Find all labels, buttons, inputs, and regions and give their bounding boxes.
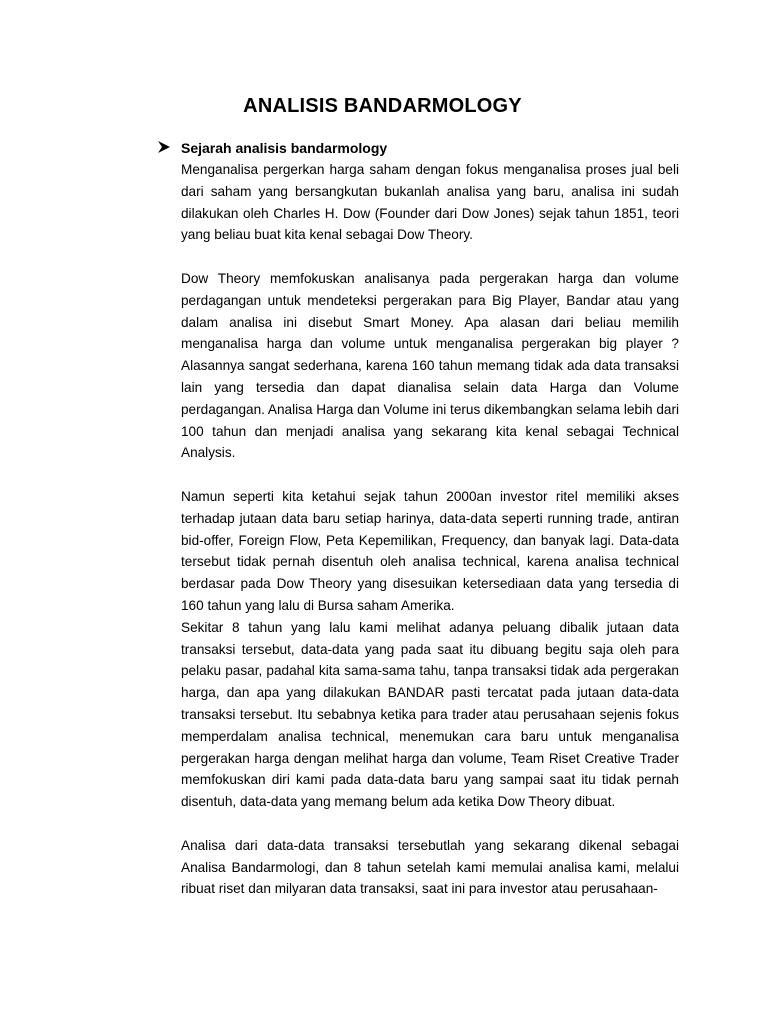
document-title bbox=[0, 95, 768, 118]
document-title-text: ANALISIS BANDARMOLOGY bbox=[243, 95, 522, 117]
paragraph: Analisa dari data-data transaksi tersebutlah yang sekarang dikenal sebagai Analisa Bandarmologi, dan 8 tahun setelah kami memulai analisa kami, melalui ribuat riset dan milyaran data transaksi, saat ini para investor atau perusahaan- bbox=[181, 837, 679, 897]
paragraph: Namun seperti kita ketahui sejak tahun 2000an investor ritel memiliki akses terhadap jutaan data baru setiap harinya, data-data seperti running trade, antiran bid-offer, Foreign Flow, Peta Kepemilikan, Frequency, dan banyak lagi. Data-data tersebut tidak pernah disentuh oleh analisa technical, karena analisa technical berdasar pada Dow Theory yang disesuikan ketersediaan data yang tersedia di 160 tahun yang lalu di Bursa saham Amerika. bbox=[181, 488, 679, 613]
paragraph: Sekitar 8 tahun yang lalu kami melihat adanya peluang dibalik jutaan data transaksi tersebut, data-data yang pada saat itu dibuang begitu saja oleh para pelaku pasar, padahal kita sama-sama tahu, tanpa transaksi tidak ada pergerakan harga, dan apa yang dilakukan BANDAR pasti tercatat pada jutaan data-data transaksi tersebut. Itu sebabnya ketika para trader atau perusahaan sejenis fokus memperdalam analisa technical, menemukan cara baru untuk menganalisa pergerakan harga dengan melihat harga dan volume, Team Riset Creative Trader memfokuskan diri kami pada data-data baru yang sampai saat itu tidak pernah disentuh, data-data yang memang belum ada ketika Dow Theory dibuat. bbox=[181, 619, 679, 810]
section-sejarah bbox=[157, 137, 679, 922]
section-heading: Sejarah analisis bandarmology bbox=[181, 140, 388, 156]
paragraph: Menganalisa pergerkan harga saham dengan fokus menganalisa proses jual beli dari saham yang bersangkutan bukanlah analisa yang baru, analisa ini sudah dilakukan oleh Charles H. Dow (Founder dari Dow Jones) sejak tahun 1851, teori yang beliau buat kita kenal sebagai Dow Theory. bbox=[181, 162, 679, 243]
arrowhead-bullet-icon bbox=[157, 140, 171, 154]
paragraph: Dow Theory memfokuskan analisanya pada pergerakan harga dan volume perdagangan untuk mendeteksi pergerakan para Big Player, Bandar atau yang dalam analisa ini disebut Smart Money. Apa alasan dari beliau memilih menganalisa harga dan volume untuk menganalisa pergerakan big player ? Alasannya sangat sederhana, karena 160 tahun memang tidak ada data transaksi lain yang tersedia dan dapat dianalisa selain data Harga dan Volume perdagangan. Analisa Harga dan Volume ini terus dikembangkan selama lebih dari 100 tahun dan menjadi analisa yang sekarang kita kenal sebagai Technical Analysis. bbox=[181, 270, 680, 461]
section-heading-row bbox=[157, 137, 679, 159]
section-body bbox=[181, 159, 679, 900]
